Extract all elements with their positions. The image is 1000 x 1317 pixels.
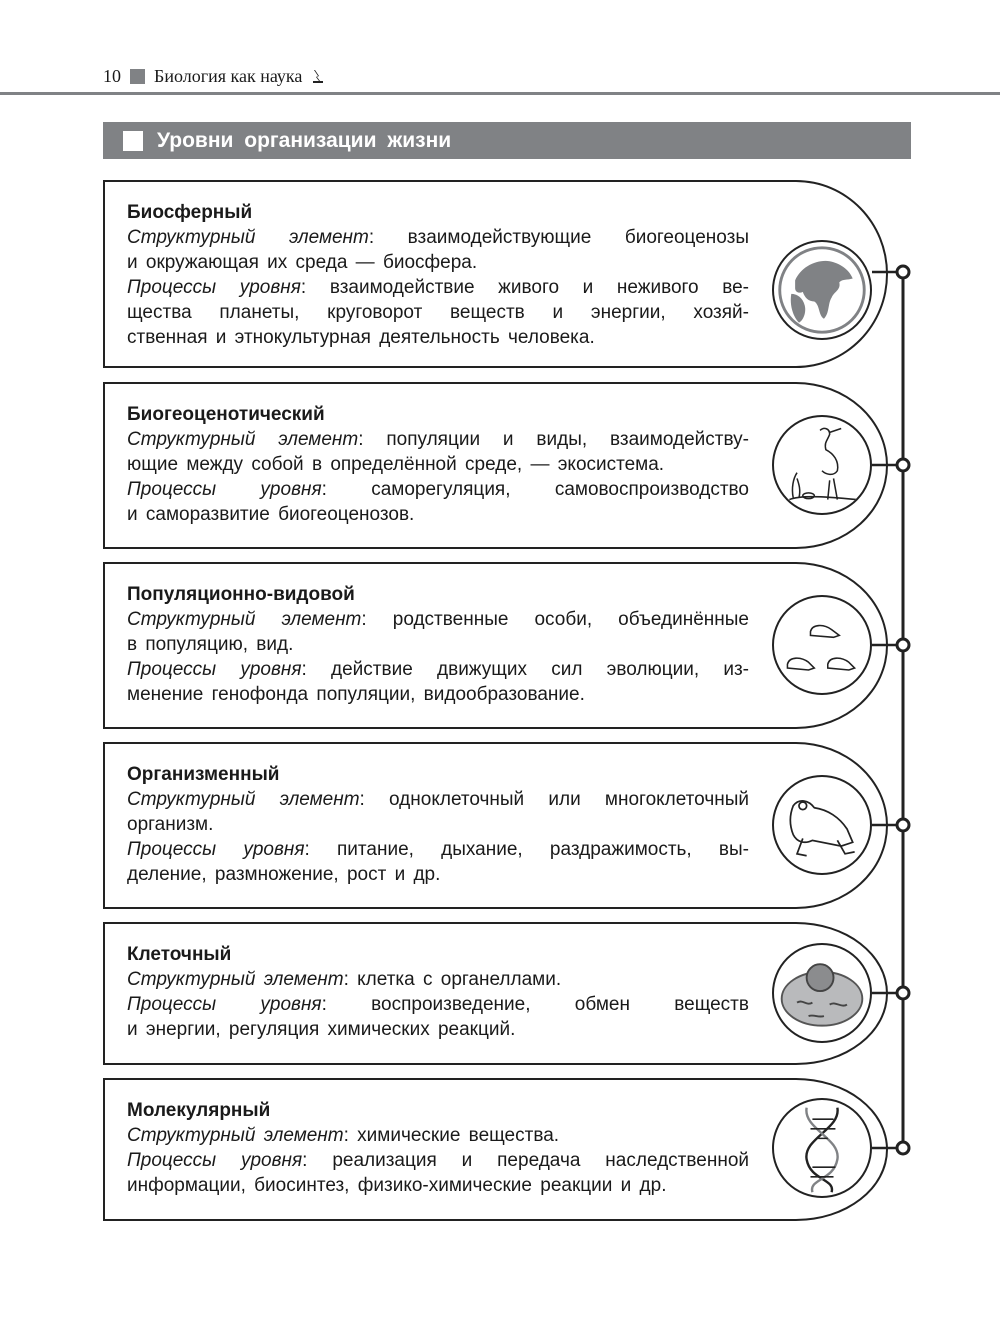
structural-line: Структурный элемент: взаимодействующие биогеоценозы <box>127 227 749 248</box>
level-title: Молекулярный <box>127 1100 271 1121</box>
processes-text: реализация и передача наследственной <box>332 1150 749 1171</box>
processes-line: Процессы уровня: реализация и передача наследственной <box>127 1150 749 1171</box>
structural-label: Структурный элемент <box>127 609 362 630</box>
processes-line: Процессы уровня: саморегуляция, самовоспроизводство <box>127 479 749 500</box>
processes-line: Процессы уровня: действие движущих сил эволюции, из- <box>127 659 749 680</box>
structural-text: в популяцию, вид. <box>127 634 294 655</box>
structural-line: Структурный элемент: популяции и виды, взаимодейству- <box>127 429 749 450</box>
processes-text: действие движущих сил эволюции, из- <box>331 659 749 680</box>
level-title: Биосферный <box>127 202 253 223</box>
structural-text: и окружающая их среда — биосфера. <box>127 252 478 273</box>
processes-text: менение генофонда популяции, видообразование. <box>127 684 585 705</box>
structural-text: ющие между собой в определённой среде, — экосистема. <box>127 454 665 475</box>
structural-text: родственные особи, объединённые <box>392 609 749 630</box>
level-title: Популяционно-видовой <box>127 584 355 605</box>
processes-label: Процессы уровня <box>127 1150 303 1171</box>
processes-label: Процессы уровня <box>127 839 305 860</box>
structural-label: Структурный элемент <box>127 969 344 990</box>
processes-text: саморегуляция, самовоспроизводство <box>371 479 749 500</box>
structural-line: Структурный элемент: химические вещества. <box>127 1125 560 1146</box>
processes-text: ственная и этнокультурная деятельность человека. <box>127 327 595 348</box>
processes-label: Процессы уровня <box>127 277 301 298</box>
structural-label: Структурный элемент <box>127 789 360 810</box>
structural-text: химические вещества. <box>357 1125 560 1146</box>
section-title: Биология как наука <box>154 66 303 86</box>
timeline-node <box>897 987 909 999</box>
structural-label: Структурный элемент <box>127 429 359 450</box>
level-title: Биогеоценотический <box>127 404 325 425</box>
structural-line: Структурный элемент: одноклеточный или многоклеточный <box>127 789 749 810</box>
processes-text: и саморазвитие биогеоценозов. <box>127 504 415 525</box>
structural-text: взаимодействующие биогеоценозы <box>407 227 749 248</box>
timeline-node <box>897 266 909 278</box>
structural-label: Структурный элемент <box>127 1125 344 1146</box>
processes-line: Процессы уровня: взаимодействие живого и неживого ве- <box>127 277 749 298</box>
processes-line: Процессы уровня: питание, дыхание, раздражимость, вы- <box>127 839 750 860</box>
processes-text: деление, размножение, рост и др. <box>127 864 441 885</box>
timeline-node <box>897 819 909 831</box>
timeline-node <box>897 639 909 651</box>
processes-label: Процессы уровня <box>127 479 322 500</box>
processes-text: и энергии, регуляция химических реакций. <box>127 1019 516 1040</box>
timeline-node <box>897 1142 909 1154</box>
processes-line: Процессы уровня: воспроизведение, обмен веществ <box>127 994 749 1015</box>
structural-line: Структурный элемент: родственные особи, объединённые <box>127 609 749 630</box>
page-number: 10 <box>103 66 121 86</box>
processes-text: взаимодействие живого и неживого ве- <box>329 277 749 298</box>
processes-label: Процессы уровня <box>127 994 322 1015</box>
structural-text: одноклеточный или многоклеточный <box>389 789 749 810</box>
processes-label: Процессы уровня <box>127 659 302 680</box>
level-title: Клеточный <box>127 944 232 965</box>
structural-label: Структурный элемент <box>127 227 369 248</box>
timeline-node <box>897 459 909 471</box>
processes-text: информации, биосинтез, физико-химические реакции и др. <box>127 1175 667 1196</box>
processes-text: воспроизведение, обмен веществ <box>371 994 749 1015</box>
structural-text: клетка с органеллами. <box>357 969 562 990</box>
page-title: Уровни организации жизни <box>157 128 452 152</box>
structural-text: популяции и виды, взаимодейству- <box>386 429 749 450</box>
processes-text: щества планеты, круговорот веществ и энергии, хозяй- <box>127 302 749 323</box>
level-title: Организменный <box>127 764 280 785</box>
processes-text: питание, дыхание, раздражимость, вы- <box>337 839 750 860</box>
structural-line: Структурный элемент: клетка с органеллами. <box>127 969 562 990</box>
structural-text: организм. <box>127 814 214 835</box>
